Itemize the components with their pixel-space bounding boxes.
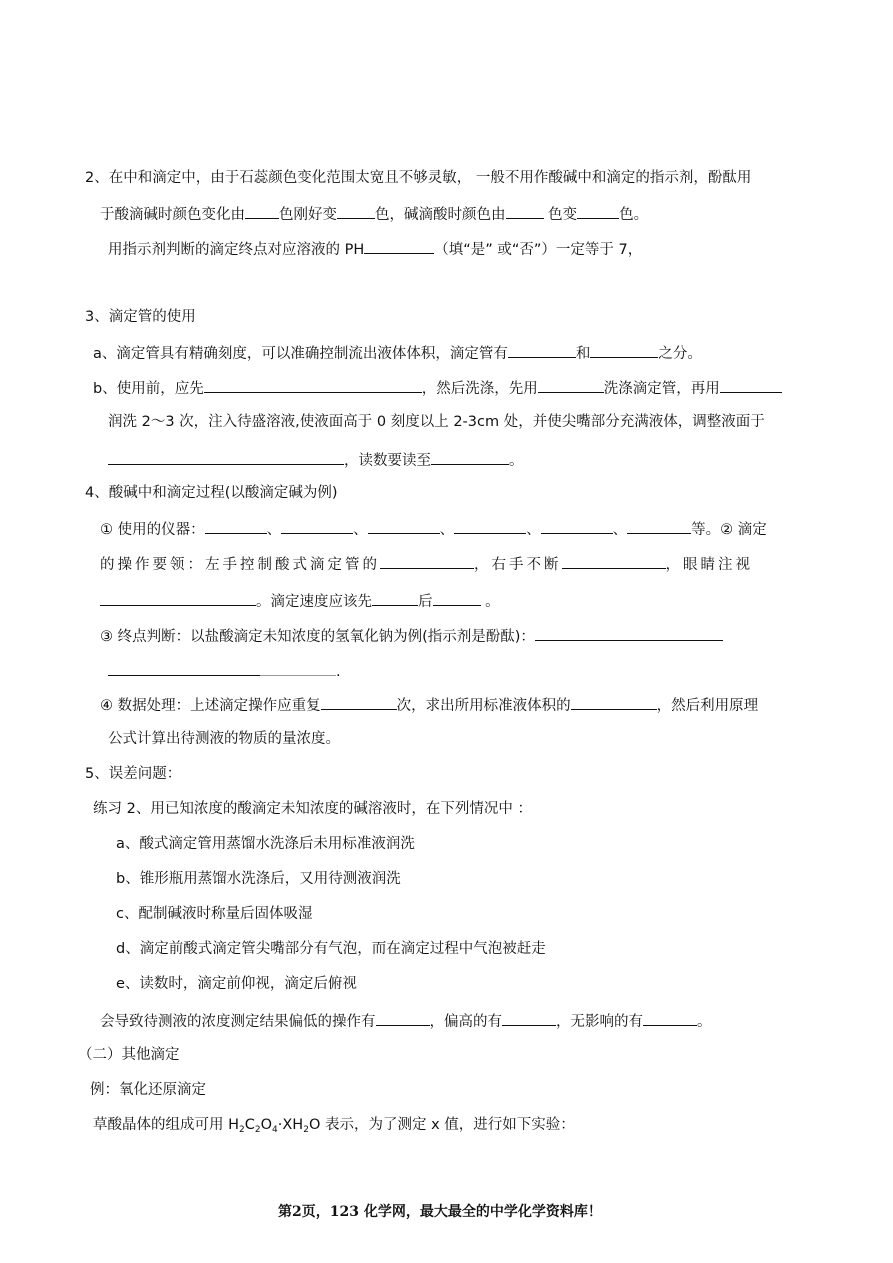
blank[interactable] (205, 518, 267, 534)
s2-line3: 用指示剂判断的滴定终点对应溶液的 PH （填“是” 或“否”）一定等于 7， (108, 238, 642, 260)
s3-c: 润洗 2～3 次，注入待盛溶液,使液面高于 0 刻度以上 2-3cm 处，并使尖嘴部分充满液体，调整液面于 (108, 414, 765, 430)
s5-item-c: c、配制碱液时称量后固体吸湿 (116, 906, 313, 922)
s5-item-d: d、滴定前酸式滴定管尖嘴部分有气泡，而在滴定过程中气泡被赶走 (116, 941, 546, 957)
other-text: 草酸晶体的组成可用 $H_2C_2O_4\cdot XH_2O$ 表示，为了测定 x 值，进行如下实验： (93, 1117, 575, 1135)
page-footer: 第2页，123 化学网，最大最全的中学化学资料库！ (278, 1204, 602, 1220)
blank[interactable] (337, 203, 375, 219)
blank[interactable] (433, 590, 481, 606)
blank[interactable] (321, 694, 397, 710)
s4-instruments: ① 使用的仪器： 、 、 、 、 、 等。② 滴定 (100, 518, 767, 540)
s4-endpoint: ③ 终点判断：以盐酸滴定未知浓度的氢氧化钠为例(指示剂是酚酞)： (100, 625, 723, 647)
s2-line1: 2、在中和滴定中，由于石蕊颜色变化范围太宽且不够灵敏， 一般不用作酸碱中和滴定的指示剂，酚酞用 (85, 170, 752, 186)
s5-item-a: a、酸式滴定管用蒸馏水洗涤后未用标准液润洗 (116, 836, 415, 852)
blank[interactable] (368, 518, 440, 534)
s4-title: 4、酸碱中和滴定过程(以酸滴定碱为例) (85, 485, 338, 501)
blank[interactable] (541, 518, 613, 534)
blank[interactable] (562, 553, 666, 569)
blank[interactable] (571, 694, 657, 710)
other-title: （二）其他滴定 (78, 1047, 180, 1063)
s4-data: ④ 数据处理：上述滴定操作应重复 次，求出所用标准液体积的 ，然后利用原理 (100, 694, 758, 716)
blank[interactable] (281, 518, 353, 534)
blank[interactable] (502, 1010, 556, 1026)
blank[interactable] (108, 449, 344, 465)
s4-operation: 的操作要领：左手控制酸式滴定管的 ，右手不断 ，眼睛注视 (100, 553, 753, 575)
blank[interactable] (627, 518, 691, 534)
blank[interactable] (643, 1010, 697, 1026)
blank[interactable] (245, 203, 279, 219)
s5-exercise: 练习 2、用已知浓度的酸滴定未知浓度的碱溶液时，在下列情况中 ： (93, 801, 532, 817)
s5-conclusion: 会导致待测液的浓度测定结果偏低的操作有 ，偏高的有 ，无影响的有 。 (100, 1010, 712, 1032)
s4-speed: 。滴定速度应该先 后 。 (100, 590, 500, 612)
blank[interactable] (108, 660, 260, 676)
blank[interactable] (535, 625, 723, 641)
s5-title: 5、误差问题： (85, 766, 182, 782)
s2-line2: 于酸滴碱时颜色变化由 色刚好变 色，碱滴酸时颜色由 色变 色。 (100, 203, 648, 225)
blank[interactable] (372, 590, 418, 606)
blank[interactable] (590, 342, 658, 358)
blank[interactable] (508, 342, 576, 358)
s5-item-e: e、读数时，滴定前仰视，滴定后俯视 (116, 976, 357, 992)
s3-b: b、使用前，应先 ，然后洗涤，先用 洗涤滴定管，再用 (93, 377, 782, 399)
blank[interactable] (380, 553, 474, 569)
s3-d: ，读数要读至 。 (108, 449, 524, 471)
s4-endpoint-cont: . (108, 660, 341, 682)
blank[interactable] (506, 203, 544, 219)
blank[interactable] (260, 660, 336, 676)
s3-title: 3、滴定管的使用 (85, 309, 196, 325)
s3-a: a、滴定管具有精确刻度，可以准确控制流出液体体积，滴定管有 和 之分。 (93, 342, 702, 364)
blank[interactable] (431, 449, 509, 465)
s4-data-cont: 公式计算出待测液的物质的量浓度。 (108, 731, 340, 747)
s5-item-b: b、锥形瓶用蒸馏水洗涤后，又用待测液润洗 (116, 871, 401, 887)
blank[interactable] (364, 238, 434, 254)
blank[interactable] (376, 1010, 430, 1026)
blank[interactable] (454, 518, 526, 534)
blank[interactable] (100, 590, 256, 606)
blank[interactable] (577, 203, 619, 219)
blank[interactable] (720, 377, 782, 393)
blank[interactable] (204, 377, 422, 393)
blank[interactable] (538, 377, 604, 393)
other-example: 例：氧化还原滴定 (90, 1082, 206, 1098)
